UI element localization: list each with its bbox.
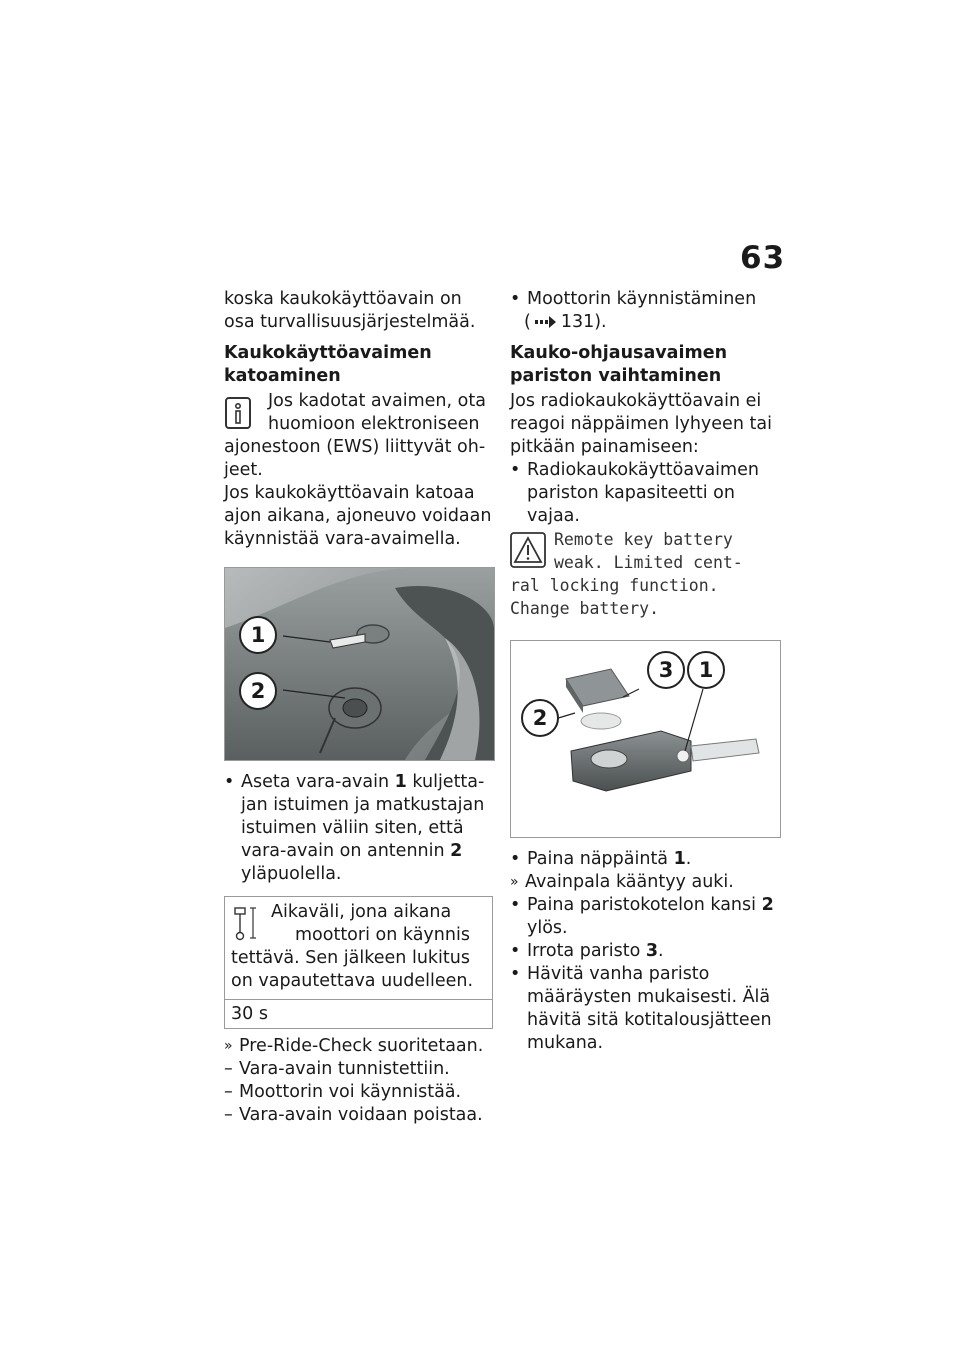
dash-item: – Vara-avain tunnistettiin.	[224, 1058, 494, 1081]
note-line-1: Jos kadotat avaimen, ota	[268, 391, 486, 411]
step-dispose-battery: • Hävitä vanha paristo määräysten mukaisesti. Älä hävitä sitä kotitalousjätteen mukana.	[510, 963, 782, 1055]
step-text: Paina paristokotelon kansi	[527, 895, 762, 915]
page-reference: ( 131).	[524, 312, 607, 332]
callout-1: 1	[687, 651, 725, 689]
message-rest: ral locking function. Change battery.	[510, 576, 719, 618]
time-interval-box	[224, 896, 493, 1029]
callout-2: 2	[239, 672, 277, 710]
callout-2: 2	[521, 699, 559, 737]
ref-number-1: 1	[394, 772, 407, 792]
intro-paragraph: koska kaukokäyttöavain on osa turvallisuusjärjestelmää.	[224, 289, 476, 332]
ref-number-2: 2	[761, 895, 774, 915]
result-pre-ride-check: » Pre-Ride-Check suoritetaan.	[224, 1035, 494, 1058]
instruction-text-c: yläpuolella.	[241, 864, 342, 884]
page-number: 63	[740, 240, 786, 276]
section-heading-battery: Kauko-ohjausavaimen pariston vaihtaminen	[510, 343, 728, 386]
ref-number-1: 1	[673, 849, 686, 869]
time-value: 30 s	[225, 999, 492, 1028]
result-key-opens: » Avainpala kääntyy auki.	[510, 871, 782, 894]
bullet-start-engine: • Moottorin käynnistäminen	[510, 288, 782, 311]
arrow-ref-icon	[531, 312, 561, 332]
callout-1: 1	[239, 616, 277, 654]
time-line-rest: tettävä. Sen jälkeen lukitus on vapautettava uudelleen.	[231, 948, 474, 991]
page-reference-number: 131).	[560, 312, 607, 332]
info-note	[224, 390, 494, 551]
time-line-1: Aikaväli, jona aikana	[271, 902, 452, 922]
note-paragraph-2: Jos kaukokäyttöavain katoaa ajon aikana, ajoneuvo voidaan käynnistää vara-avaimella.	[224, 483, 492, 549]
message-line-1: Remote key battery	[554, 530, 733, 549]
note-line-2: huomioon elektroniseen	[268, 414, 480, 434]
section-heading-lost-key: Kaukokäyttöavaimen katoaminen	[224, 343, 432, 386]
step-text-end: .	[658, 941, 664, 961]
info-icon	[224, 396, 252, 437]
right-column	[510, 288, 782, 1055]
bullet-battery-low: • Radiokaukokäyttöavaimen pariston kapasiteetti on vajaa.	[510, 459, 782, 528]
spare-key-placement-image	[224, 567, 495, 761]
key-battery-image	[510, 640, 781, 838]
display-message	[510, 528, 782, 620]
instruction-text-b: kuljettajan istuimen ja matkustajan istuimen väliin siten, että vara-avain on antennin	[241, 772, 485, 861]
callout-3: 3	[647, 651, 685, 689]
dash-item: – Moottorin voi käynnistää.	[224, 1081, 494, 1104]
warning-triangle-icon	[510, 532, 546, 574]
step-text-end: ylös.	[527, 918, 568, 938]
step-remove-battery	[510, 940, 782, 963]
message-line-2: weak. Limited cent-	[554, 553, 743, 572]
ref-number-3: 3	[645, 941, 659, 961]
note-line-rest: ajonestoon (EWS) liittyvät ohjeet.	[224, 437, 486, 480]
dash-item: – Vara-avain voidaan poistaa.	[224, 1104, 494, 1127]
battery-intro: Jos radiokaukokäyttöavain ei reagoi näppäimen lyhyeen tai pitkään painamiseen:	[510, 391, 772, 457]
step-press-button	[510, 848, 782, 871]
step-text: Irrota paristo	[527, 941, 646, 961]
timer-icon	[233, 905, 259, 948]
step-text-end: .	[685, 849, 692, 869]
step-press-cover	[510, 894, 782, 940]
time-line-2: moottori on käynnis	[295, 925, 470, 945]
instruction-place-spare-key	[224, 771, 494, 886]
ref-number-2: 2	[450, 841, 463, 861]
step-text: Paina näppäintä	[527, 849, 674, 869]
left-column	[224, 288, 494, 1127]
instruction-text-a: Aseta vara-avain	[241, 772, 395, 792]
